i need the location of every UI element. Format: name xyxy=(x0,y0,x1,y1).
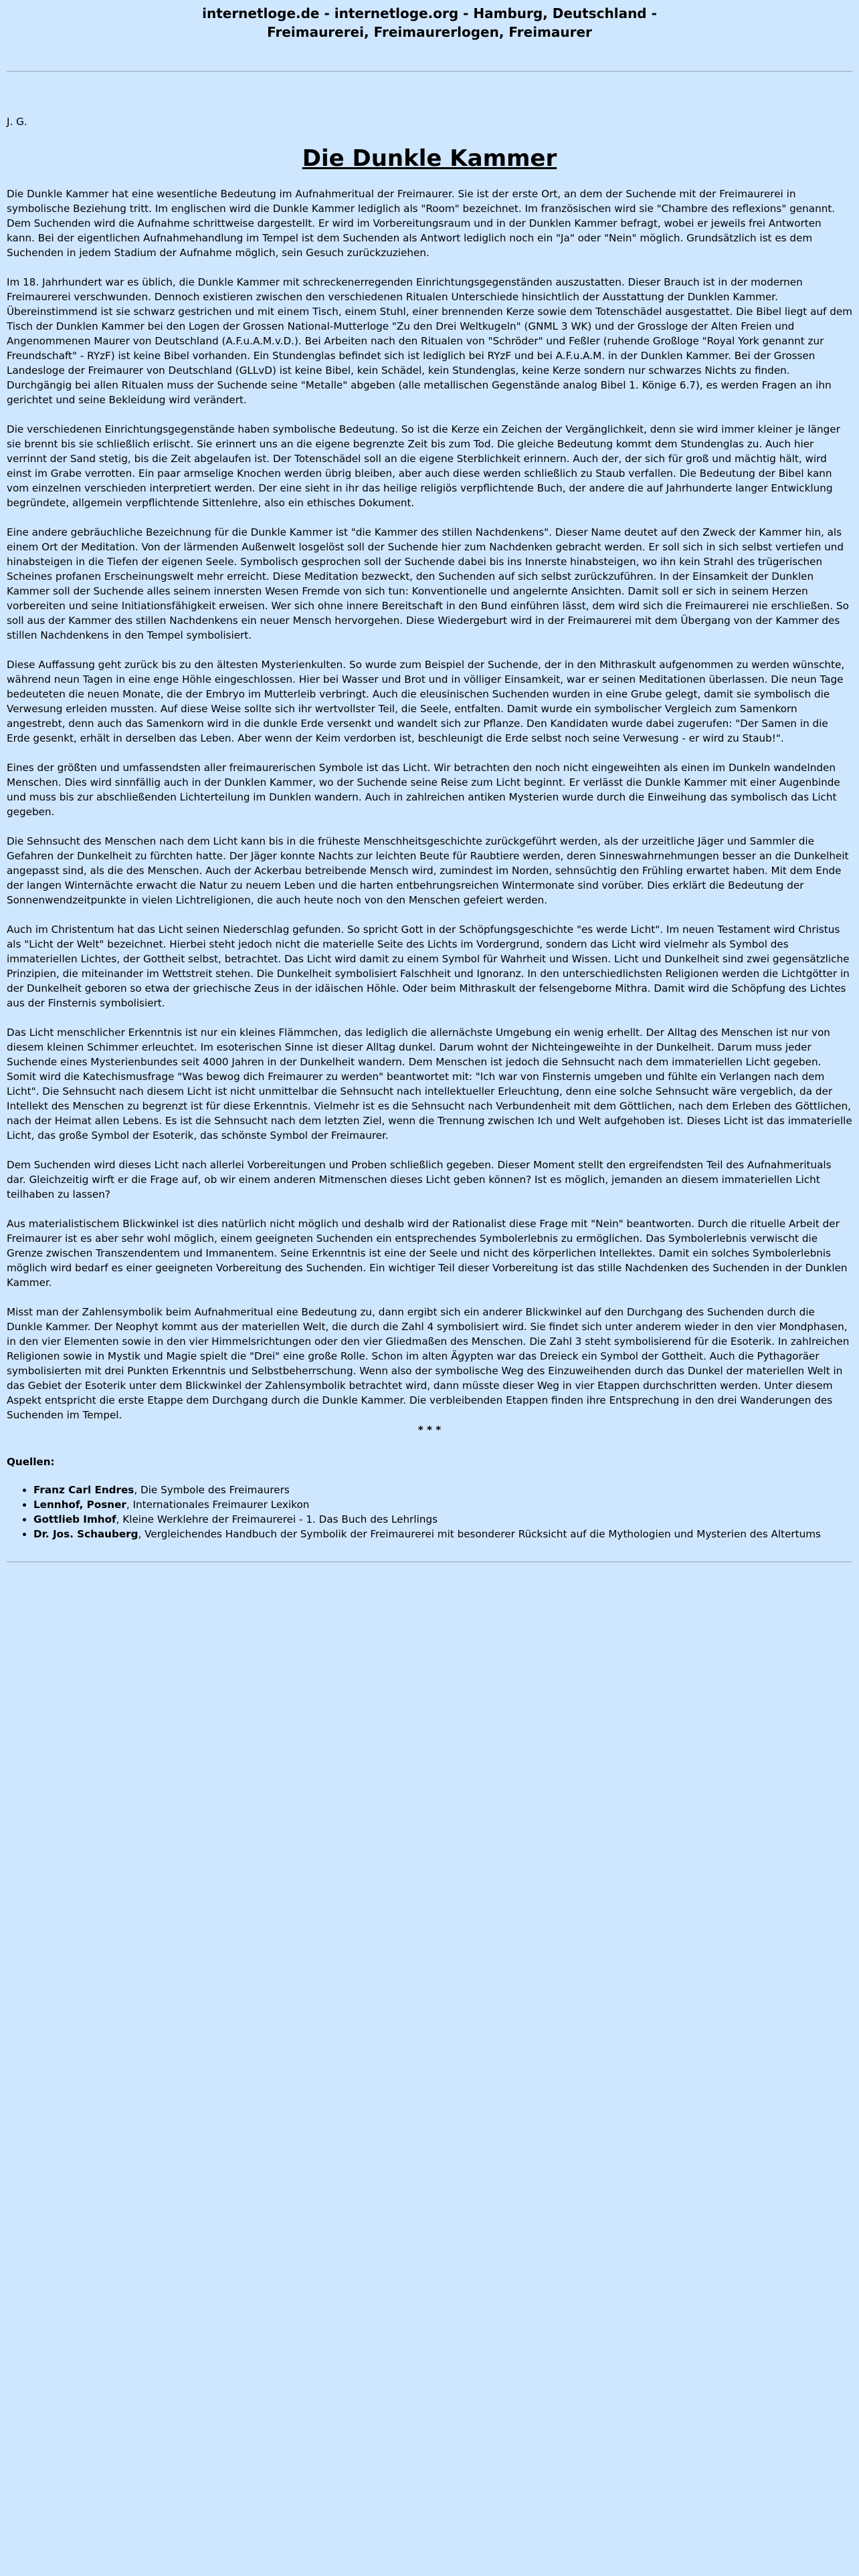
source-author: Lennhof, Posner xyxy=(33,1499,126,1511)
source-item xyxy=(33,1483,852,1497)
source-author: Dr. Jos. Schauberg xyxy=(33,1528,138,1540)
source-title: , Internationales Freimaurer Lexikon xyxy=(126,1499,310,1511)
site-header-line1: internetloge.de - internetloge.org - Hamburg, Deutschland - xyxy=(202,5,657,21)
source-item xyxy=(33,1497,852,1512)
article-paragraph: Auch im Christentum hat das Licht seinen Niederschlag gefunden. So spricht Gott in der Schöpfungsgeschichte "es werde Licht". Im neuen Testament wird Christus als "Licht der Welt" bezeichnet. Hierbei steht jedoch nicht die materielle Seite des Lichts im Vordergrund, sondern das Licht wird vielmehr als Symbol des immateriellen Lichtes, der Gottheit selbst, betrachtet. Das Licht wird damit zu einem Symbol für Wahrheit und Wissen. Licht und Dunkelheit sind zwei gegensätzliche Prinzipien, die miteinander im Wettstreit stehen. Die Dunkelheit symbolisiert Falschheit und Ignoranz. In den unterschiedlichsten Religionen werden die Lichtgötter in der Dunkelheit geboren so etwa der griechische Zeus in der idäischen Höhle. Oder beim Mithraskult der felsengeborne Mithra. Damit wird die Schöpfung des Lichtes aus der Finsternis symbolisiert. xyxy=(7,924,850,1009)
article-paragraph: Die Sehnsucht des Menschen nach dem Licht kann bis in die früheste Menschheitsgeschichte zurückgeführt werden, als der urzeitliche Jäger und Sammler die Gefahren der Dunkelheit zu fürchten hatte. Der Jäger konnte Nachts zur leichten Beute für Raubtiere werden, deren Sinneswahrnehmungen besser an die Dunkelheit angepasst sind, als die des Menschen. Auch der Ackerbau betreibende Mensch wird, zumindest im Norden, sehnsüchtig den Frühling erwartet haben. Mit dem Ende der langen Winternächte erwacht die Natur zu neuem Leben und die harten entbehrungsreichen Wintermonate sind vorüber. Dies erklärt die Bedeutung der Sonnenwendzeitpunkte in vielen Lichtreligionen, die auch heute noch von den Menschen gefeiert werden. xyxy=(7,835,849,906)
article-paragraph: Misst man der Zahlensymbolik beim Aufnahmeritual eine Bedeutung zu, dann ergibt sich ein anderer Blickwinkel auf den Durchgang des Suchenden durch die Dunkle Kammer. Der Neophyt kommt aus der materiellen Welt, die durch die Zahl 4 symbolisiert wird. Sie findet sich unter anderem wieder in den vier Mondphasen, in den vier Elementen sowie in den vier Himmelsrichtungen oder den vier Gliedmaßen des Menschen. Die Zahl 3 steht symbolisierend für die Esoterik. In zahlreichen Religionen sowie in Mystik und Magie spielt die "Drei" eine große Rolle. Schon im alten Ägypten war das Dreieck ein Symbol der Gottheit. Auch die Pythagoräer symbolisierten mit drei Punkten Erkenntnis und Selbstbeherrschung. Wenn also der symbolische Weg des Einzuweihenden durch das Dunkel der materiellen Welt in das Gebiet der Esoterik unter dem Blickwinkel der Zahlensymbolik betrachtet wird, dann müsste dieser Weg in vier Etappen durchschritten werden. Unter diesem Aspekt entspricht die erste Etappe dem Durchgang durch die Dunkle Kammer. Die verbleibenden Etappen finden ihre Entsprechung in den drei Wanderungen des Suchenden im Tempel. xyxy=(7,1306,850,1421)
source-item xyxy=(33,1512,852,1527)
article-paragraph: Aus materialistischem Blickwinkel ist dies natürlich nicht möglich und deshalb wird der Rationalist diese Frage mit "Nein" beantworten. Durch die rituelle Arbeit der Freimaurer ist es aber sehr wohl möglich, einem geeigneten Suchenden ein entsprechendes Symbolerlebnis zu ermöglichen. Das Symbolerlebnis verwischt die Grenze zwischen Transzendentem und Immanentem. Seine Erkenntnis ist eine der Seele und nicht des körperlichen Intellektes. Damit ein solches Symbolerlebnis möglich wird bedarf es einer geeigneten Vorbereitung des Suchenden. Ein wichtiger Teil dieser Vorbereitung ist das stille Nachdenken des Suchenden in der Dunklen Kammer. xyxy=(7,1218,848,1289)
article-paragraph: Im 18. Jahrhundert war es üblich, die Dunkle Kammer mit schreckenerregenden Einrichtungsgegenständen auszustatten. Dieser Brauch ist in der modernen Freimaurerei verschwunden. Dennoch existieren zwischen den verschiedenen Ritualen Unterschiede hinsichtlich der Ausstattung der Dunklen Kammer. Übereinstimmend ist sie schwarz gestrichen und mit einem Tisch, einem Stuhl, einer brennenden Kerze sowie dem Totenschädel ausgestattet. Die Bibel liegt auf dem Tisch der Dunklen Kammer bei den Logen der Grossen National-Mutterloge "Zu den Drei Weltkugeln" (GNML 3 WK) und der Grossloge der Alten Freien und Angenommenen Maurer von Deutschland (A.F.u.A.M.v.D.). Bei Arbeiten nach den Ritualen von "Schröder" und Feßler (ruhende Großloge "Royal York genannt zur Freundschaft" - RYzF) ist keine Bibel vorhanden. Ein Stundenglas befindet sich ist lediglich bei RYzF und bei A.F.u.A.M. in der Dunklen Kammer. Bei der Grossen Landesloge der Freimaurer von Deutschland (GLLvD) ist keine Bibel, kein Schädel, kein Stundenglas, keine Kerze sondern nur schwarzes Nichts zu finden. Durchgängig bei allen Ritualen muss der Suchende seine "Metalle" abgeben (alle metallischen Gegenstände analog Bibel 1. Könige 6.7), es werden Fragen an ihn gerichtet und seine Bekleidung wird verändert. xyxy=(7,276,852,406)
source-author: Gottlieb Imhof xyxy=(33,1513,116,1525)
source-title: , Die Symbole des Freimaurers xyxy=(134,1484,290,1496)
article-paragraph: Eine andere gebräuchliche Bezeichnung für die Dunkle Kammer ist "die Kammer des stillen Nachdenkens". Dieser Name deutet auf den Zweck der Kammer hin, als einem Ort der Meditation. Von der lärmenden Außenwelt losgelöst soll der Suchende hier zum Nachdenken gebracht werden. Er soll sich in sich selbst vertiefen und hinabsteigen in die Tiefen der eigenen Seele. Symbolisch gesprochen soll der Suchende dabei bis ins Innerste hinabsteigen, wo ihn kein Strahl des trügerischen Scheines profanen Erscheinungswelt mehr erreicht. Diese Meditation bezweckt, den Suchenden auf sich selbst zurückzuführen. In der Einsamkeit der Dunklen Kammer soll der Suchende alles seinem innersten Wesen Fremde von sich tun: Konventionelle und angelernte Ansichten. Damit soll er sich in seinem Herzen vorbereiten und seine Initiationsfähigkeit erweisen. Wer sich ohne innere Bereitschaft in den Bund einführen lässt, dem wird sich die Freimaurerei nie erschließen. So soll aus der Kammer des stillen Nachdenkens ein neuer Mensch hervorgehen. Diese Wiedergeburt wird in der Freimaurerei mit dem Übergang von der Kammer des stillen Nachdenkens in den Tempel symbolisiert. xyxy=(7,526,849,641)
page-title: Die Dunkle Kammer xyxy=(302,145,557,172)
site-header xyxy=(0,0,859,41)
top-divider xyxy=(7,71,852,72)
sources-list xyxy=(7,1483,852,1541)
article-paragraph: Dem Suchenden wird dieses Licht nach allerlei Vorbereitungen und Proben schließlich gegeben. Dieser Moment stellt den ergreifendsten Teil des Aufnahmerituals dar. Gleichzeitig wirft er die Frage auf, ob wir einem anderen Mitmenschen dieses Licht geben können? Ist es möglich, jemanden an diesem immateriellen Licht teilhaben zu lassen? xyxy=(7,1159,832,1200)
article-paragraph: Diese Auffassung geht zurück bis zu den ältesten Mysterienkulten. So wurde zum Beispiel der Suchende, der in den Mithraskult aufgenommen zu werden wünschte, während neun Tagen in eine enge Höhle eingeschlossen. Hier bei Wasser und Brot und in völliger Einsamkeit, war er seinen Meditationen überlassen. Die neun Tage bedeuteten die neuen Monate, die der Embryo im Mutterleib verbringt. Auch die eleusinischen Suchenden wurden in eine Grube gelegt, damit sie symbolisch die Verwesung erleiden mussten. Auf diese Weise sollte sich ihr wertvollster Teil, die Seele, entfalten. Damit wurde ein symbolischer Vergleich zum Samenkorn angestrebt, denn auch das Samenkorn wird in die dunkle Erde versenkt und wandelt sich zur Pflanze. Den Kandidaten wurde dabei zugerufen: "Der Samen in die Erde gesenkt, erhält in derselben das Leben. Aber wenn der Keim verdorben ist, beschleunigt die Erde selbst noch seine Verwesung - er wird zu Staub!". xyxy=(7,659,845,744)
sources-heading: Quellen: xyxy=(7,1456,55,1468)
article-paragraph: Eines der größten und umfassendsten aller freimaurerischen Symbole ist das Licht. Wir betrachten den noch nicht eingeweihten als einen im Dunkeln wandelnden Menschen. Dies wird sinnfällig auch in der Dunklen Kammer, wo der Suchende seine Reise zum Licht beginnt. Er verlässt die Dunkle Kammer mit einer Augenbinde und muss bis zur abschließenden Lichterteilung im Dunklen wandern. Auch in zahlreichen antiken Mysterien wurde durch die Einweihung das symbolisch das Licht gegeben. xyxy=(7,762,840,818)
article-content xyxy=(0,114,859,1541)
source-author: Franz Carl Endres xyxy=(33,1484,134,1496)
article-paragraph: Die verschiedenen Einrichtungsgegenstände haben symbolische Bedeutung. So ist die Kerze ein Zeichen der Vergänglichkeit, denn sie wird immer kleiner je länger sie brennt bis sie schließlich erlischt. Sie erinnert uns an die eigene begrenzte Zeit bis zum Tod. Die gleiche Bedeutung kommt dem Stundenglas zu. Auch hier verrinnt der Sand stetig, bis die Zeit abgelaufen ist. Der Totenschädel soll an die eigene Sterblichkeit erinnern. Auch der, der sich für groß und mächtig hält, wird einst im Grabe verrotten. Ein paar armselige Knochen werden übrig bleiben, aber auch diese werden schließlich zu Staub verfallen. Die Bedeutung der Bibel kann vom einzelnen verschieden interpretiert werden. Der eine sieht in ihr das heilige religiös verpflichtende Buch, der andere die auf Jahrhunderte langer Entwicklung begründete, allgemein verpflichtende Sittenlehre, also ein ethisches Dokument. xyxy=(7,423,840,509)
source-item xyxy=(33,1527,852,1541)
source-title: , Kleine Werklehre der Freimaurerei - 1. Das Buch des Lehrlings xyxy=(116,1513,438,1525)
author-initials: J. G. xyxy=(7,116,27,128)
section-separator: * * * xyxy=(417,1424,442,1436)
article-paragraph: Die Dunkle Kammer hat eine wesentliche Bedeutung im Aufnahmeritual der Freimaurer. Sie ist der erste Ort, an dem der Suchende mit der Freimaurerei in symbolische Beziehung tritt. Im englischen wird die Dunkle Kammer lediglich als "Room" bezeichnet. Im französischen wird sie "Chambre des reflexions" genannt. Dem Suchenden wird die Aufnahme schrittweise dargestellt. Er wird im Vorbereitungsraum und in der Dunklen Kammer befragt, wobei er jeweils frei Antworten kann. Bei der eigentlichen Aufnahmehandlung im Tempel ist dem Suchenden als Antwort lediglich noch ein "Ja" oder "Nein" möglich. Grundsätzlich ist es dem Suchenden in jedem Stadium der Aufnahme möglich, sein Gesuch zurückzuziehen. xyxy=(7,188,836,259)
source-title: , Vergleichendes Handbuch der Symbolik der Freimaurerei mit besonderer Rücksicht auf die Mythologien und Mysterien des Altertums xyxy=(138,1528,821,1540)
article-paragraph: Das Licht menschlicher Erkenntnis ist nur ein kleines Flämmchen, das lediglich die allernächste Umgebung ein wenig erhellt. Der Alltag des Menschen ist nur von diesem kleinen Schimmer erleuchtet. Im esoterischen Sinne ist dieser Alltag dunkel. Darum wohnt der Nichteingeweihte in der Dunkelheit. Darum muss jeder Suchende eines Mysterienbundes seit 4000 Jahren in der Dunkelheit wandern. Dem Menschen ist jedoch die Sehnsucht nach dem immateriellen Licht gegeben. Somit wird die Katechismusfrage "Was bewog dich Freimaurer zu werden" beantwortet mit: "Ich war von Finsternis umgeben und fühlte ein Verlangen nach dem Licht". Die Sehnsucht nach diesem Licht ist nicht unmittelbar die Sehnsucht nach intellektueller Erleuchtung, denn eine solche Sehnsucht wäre vergeblich, da der Intellekt des Menschen zu begrenzt ist für diese Erkenntnis. Vielmehr ist es die Sehnsucht nach Verbundenheit mit dem Göttlichen, nach dem Erleben des Göttlichen, nach der Heimat allen Lebens. Es ist die Sehnsucht nach dem letzten Ziel, wenn die Trennung zwischen Ich und Welt aufgehoben ist. Dieses Licht ist das immaterielle Licht, das große Symbol der Esoterik, das schönste Symbol der Freimaurer. xyxy=(7,1027,852,1142)
site-header-line2: Freimaurerei, Freimaurerlogen, Freimaurer xyxy=(267,24,592,40)
